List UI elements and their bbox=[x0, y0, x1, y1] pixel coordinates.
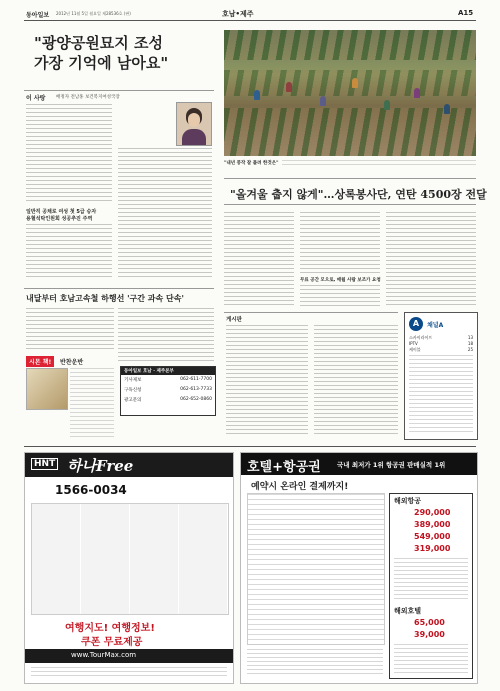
hana-free-phone: 1566-0034 bbox=[55, 483, 127, 497]
article-col-2 bbox=[300, 212, 380, 274]
price-6: 39,000 bbox=[414, 630, 445, 639]
masthead-rule bbox=[24, 20, 476, 21]
broadcast-row-value: 18 bbox=[467, 341, 473, 346]
ad-divider bbox=[24, 446, 476, 447]
broadcast-row bbox=[409, 341, 473, 346]
main-headline-quote: "올겨울 춥지 않게" bbox=[230, 188, 324, 201]
article-col-3 bbox=[300, 285, 380, 307]
info-box bbox=[120, 366, 216, 416]
article-col-1 bbox=[224, 212, 294, 306]
hana-free-slogan-2: 쿠폰 무료제공 bbox=[81, 637, 143, 648]
hana-free-fineprint bbox=[31, 667, 227, 679]
price-1: 290,000 bbox=[414, 508, 451, 517]
hotel-air-left-grid bbox=[247, 493, 385, 645]
mid-rule bbox=[24, 288, 214, 289]
news-brief-body-1 bbox=[226, 325, 308, 437]
price-5: 65,000 bbox=[414, 618, 445, 627]
broadcast-box bbox=[404, 312, 478, 440]
article-col-4 bbox=[386, 212, 476, 306]
info-row bbox=[121, 375, 215, 385]
masthead bbox=[0, 0, 500, 22]
hana-free-url: www.TourMax.com bbox=[71, 651, 137, 659]
byline-role: 배정자 전남홍 보건복지여성국장 bbox=[56, 95, 120, 100]
airline-section-title: 해외항공 bbox=[394, 497, 422, 505]
news-brief-title: 게시판 bbox=[226, 317, 242, 323]
farm-photo bbox=[224, 30, 476, 156]
news-brief-body-2 bbox=[314, 325, 398, 437]
hana-free-footer bbox=[25, 649, 233, 663]
info-row-value: 062-611-7700 bbox=[180, 377, 212, 382]
column-subhead-2: 용혈석탁인원회 성공추진 주역 bbox=[26, 216, 93, 222]
hotel-air-brand: 호텔+항공권 bbox=[247, 460, 321, 475]
mid-left-headline: 내달부터 호남고속철 하행선 '구간 과속 단속' bbox=[26, 293, 184, 303]
price-2: 389,000 bbox=[414, 520, 451, 529]
hana-free-slogan-1: 여행지도! 여행정보! bbox=[65, 623, 155, 634]
price-4: 319,000 bbox=[414, 544, 451, 553]
hotel-section-title: 해외호텔 bbox=[394, 607, 422, 615]
column-body-3 bbox=[26, 224, 112, 280]
hotel-air-ad bbox=[240, 452, 478, 684]
info-row-value: 062-613-7733 bbox=[180, 387, 212, 392]
column-body-1 bbox=[26, 104, 112, 204]
hana-free-grid bbox=[31, 503, 229, 615]
info-row-label: 구독신청 bbox=[124, 388, 142, 393]
hotel-air-right-panel bbox=[389, 493, 473, 679]
book-ad bbox=[26, 356, 114, 440]
hana-free-ad bbox=[24, 452, 234, 684]
column-title-2: 가장 기억에 남아요" bbox=[34, 54, 169, 72]
column-body-2 bbox=[118, 148, 212, 278]
photo-caption-text bbox=[282, 160, 476, 168]
book-ad-image bbox=[26, 368, 68, 410]
info-row-label: 광고문의 bbox=[124, 398, 142, 403]
broadcast-schedule bbox=[409, 355, 473, 435]
info-row bbox=[121, 395, 215, 405]
hana-free-header bbox=[25, 453, 233, 477]
photo-caption-lead: "내년 풍작 잘 틀려 한것은" bbox=[224, 161, 279, 166]
info-row-value: 062-652-0860 bbox=[180, 397, 212, 402]
main-headline bbox=[230, 186, 487, 202]
byline-name: 이 사랑 bbox=[26, 95, 46, 102]
broadcast-title: 채널A bbox=[427, 322, 444, 329]
column-title-1: "광양공원묘지 조성 bbox=[34, 34, 163, 52]
column-divider bbox=[24, 90, 214, 91]
book-ad-title: 반찬운반 bbox=[60, 359, 84, 366]
info-box-title: 동아일보 호남 · 제주본부 bbox=[121, 367, 215, 375]
book-ad-badge: 시몬 책! bbox=[26, 356, 54, 367]
info-row-label: 기사제보 bbox=[124, 378, 142, 383]
broadcast-row-value: 25 bbox=[467, 347, 473, 352]
date-line: 2012년 11월 5일 월요일 제28536호 (판) bbox=[56, 11, 131, 16]
headline-rule-top bbox=[224, 178, 476, 179]
right-subhead-2: 무료 공간 모으로, 매월 사람 보조가 요청 bbox=[300, 278, 381, 283]
hnt-logo-icon: HNT bbox=[31, 458, 58, 470]
mid-center-body bbox=[118, 308, 214, 364]
hana-free-brand: 하나Free bbox=[67, 457, 134, 475]
broadcast-row-label: 스카이라이프 bbox=[409, 335, 433, 340]
mid-left-body bbox=[26, 308, 114, 352]
hotel-air-sub: 예약시 온라인 결제까지! bbox=[251, 482, 349, 492]
page-number: A15 bbox=[458, 9, 474, 17]
column-block bbox=[24, 30, 214, 280]
broadcast-row bbox=[409, 347, 473, 353]
channel-logo: A bbox=[409, 317, 423, 331]
section-name: 호남•제주 bbox=[222, 10, 254, 18]
column-subhead-1: 일반직 공채로 여성 첫 5급 승자 bbox=[26, 209, 97, 215]
hotel-details bbox=[394, 644, 468, 674]
airline-details bbox=[394, 558, 468, 602]
hotel-air-header bbox=[241, 453, 477, 475]
hotel-air-fineprint bbox=[247, 649, 383, 677]
info-row bbox=[121, 385, 215, 395]
book-ad-text bbox=[70, 368, 114, 438]
paper-name: 동아일보 bbox=[26, 12, 50, 19]
main-headline-rest: …상록봉사단, 연탄 4500장 전달 bbox=[323, 188, 487, 201]
broadcast-row-value: 13 bbox=[467, 335, 473, 340]
broadcast-row-label: IPTV bbox=[409, 341, 418, 346]
columnist-photo bbox=[176, 102, 212, 146]
hotel-air-tagline: 국내 최저가 1위 항공권 판매실적 1위 bbox=[337, 461, 446, 469]
broadcast-row-label: 케이블 bbox=[409, 347, 421, 352]
headline-rule-bottom bbox=[224, 204, 476, 205]
price-3: 549,000 bbox=[414, 532, 451, 541]
brief-rule bbox=[224, 312, 398, 313]
